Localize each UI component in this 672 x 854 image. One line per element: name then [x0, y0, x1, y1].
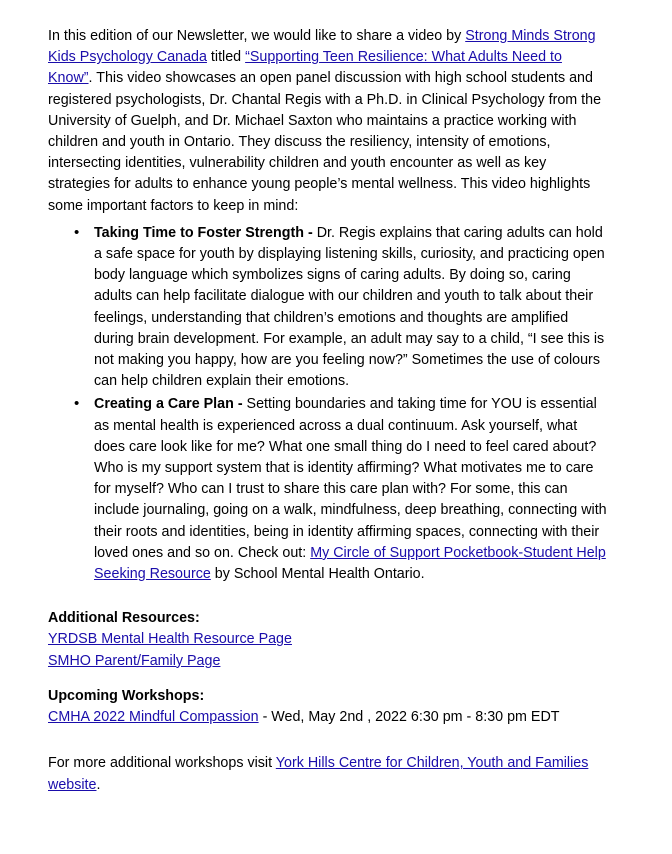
- bullet-2-text-after: by School Mental Health Ontario.: [210, 566, 425, 583]
- bullet-1-text: Dr. Regis explains that caring adults can hold a safe space for youth by displaying listening skills, curiosity, and practicing open body language which symbolizes signs of caring adults. By doing so, caring adults can help facilitate dialogue with our children and youth to talk about their feelings, understanding that children’s emotions and thoughts are amplified during brain development. For example, an adult may say to a child, “I see this is not making you happy, how are you feeling now?” Sometimes the use of colours can help children explain their emotions.: [94, 224, 605, 390]
- key-factors-list: [48, 223, 610, 585]
- upcoming-workshops-heading: Upcoming Workshops:: [48, 687, 205, 704]
- workshop-details: - Wed, May 2nd , 2022 6:30 pm - 8:30 pm EDT: [258, 709, 560, 726]
- link-yrdsb-mental-health-resource-page[interactable]: YRDSB Mental Health Resource Page: [48, 631, 292, 648]
- list-item: [48, 394, 610, 585]
- spacer: [48, 672, 610, 686]
- intro-text-part2: titled: [206, 49, 246, 66]
- closing-text-part2: .: [96, 776, 101, 793]
- link-my-circle-of-support-pocketbook[interactable]: My Circle of Support Pocketbook-Student Help Seeking Resource: [94, 544, 606, 583]
- additional-resource-line-1: [48, 629, 610, 650]
- bullet-1-title: Taking Time to Foster Strength -: [94, 224, 317, 241]
- link-york-hills-centre-website[interactable]: York Hills Centre for Children, Youth and Families website: [48, 755, 589, 793]
- bullet-2-title: Creating a Care Plan -: [94, 396, 247, 413]
- intro-text-part3: . This video showcases an open panel discussion with high school students and registered psychologists, Dr. Chantal Regis with a Ph.D. in Clinical Psychology from the University of Guelph, and Dr. Michael Saxton who maintains a practice working with children and youth in Ontario. They discuss the resiliency, intensity of emotions, intersecting identities, vulnerability children and youth encounter as well as key strategies for adults to enhance young people’s mental wellness. This video highlights some important factors to keep in mind:: [48, 70, 602, 214]
- spacer: [48, 587, 610, 608]
- link-supporting-teen-resilience-video[interactable]: “Supporting Teen Resilience: What Adults Need to Know”: [48, 49, 562, 87]
- closing-paragraph: [48, 753, 610, 795]
- workshop-entry: [48, 707, 610, 728]
- intro-text-part1: In this edition of our Newsletter, we would like to share a video by: [48, 28, 466, 44]
- additional-resource-line-2: [48, 651, 610, 672]
- list-item: [48, 223, 610, 393]
- link-smho-parent-family-page[interactable]: SMHO Parent/Family Page: [48, 652, 221, 669]
- closing-text-part1: For more additional workshops visit: [48, 755, 276, 772]
- link-cmha-2022-mindful-compassion[interactable]: CMHA 2022 Mindful Compassion: [48, 709, 259, 726]
- additional-resources-heading: Additional Resources:: [48, 610, 200, 627]
- link-strong-minds-strong-kids[interactable]: Strong Minds Strong Kids Psychology Canada: [48, 28, 596, 66]
- bullet-2-text: Setting boundaries and taking time for YOU is essential as mental health is experienced across a dual continuum. Ask yourself, what does care look like for me? What one small thing do I need to feel cared about? Who is my support system that is identity affirming? What motivates me to care for myself? Who can I trust to share this care plan with? For some, this can include journaling, going on a walk, mindfulness, deep breathing, connecting with their roots and identities, being in identity affirming spaces, connecting with their loved ones and so on. Check out:: [94, 396, 607, 561]
- spacer: [48, 728, 610, 749]
- intro-paragraph: [48, 26, 610, 217]
